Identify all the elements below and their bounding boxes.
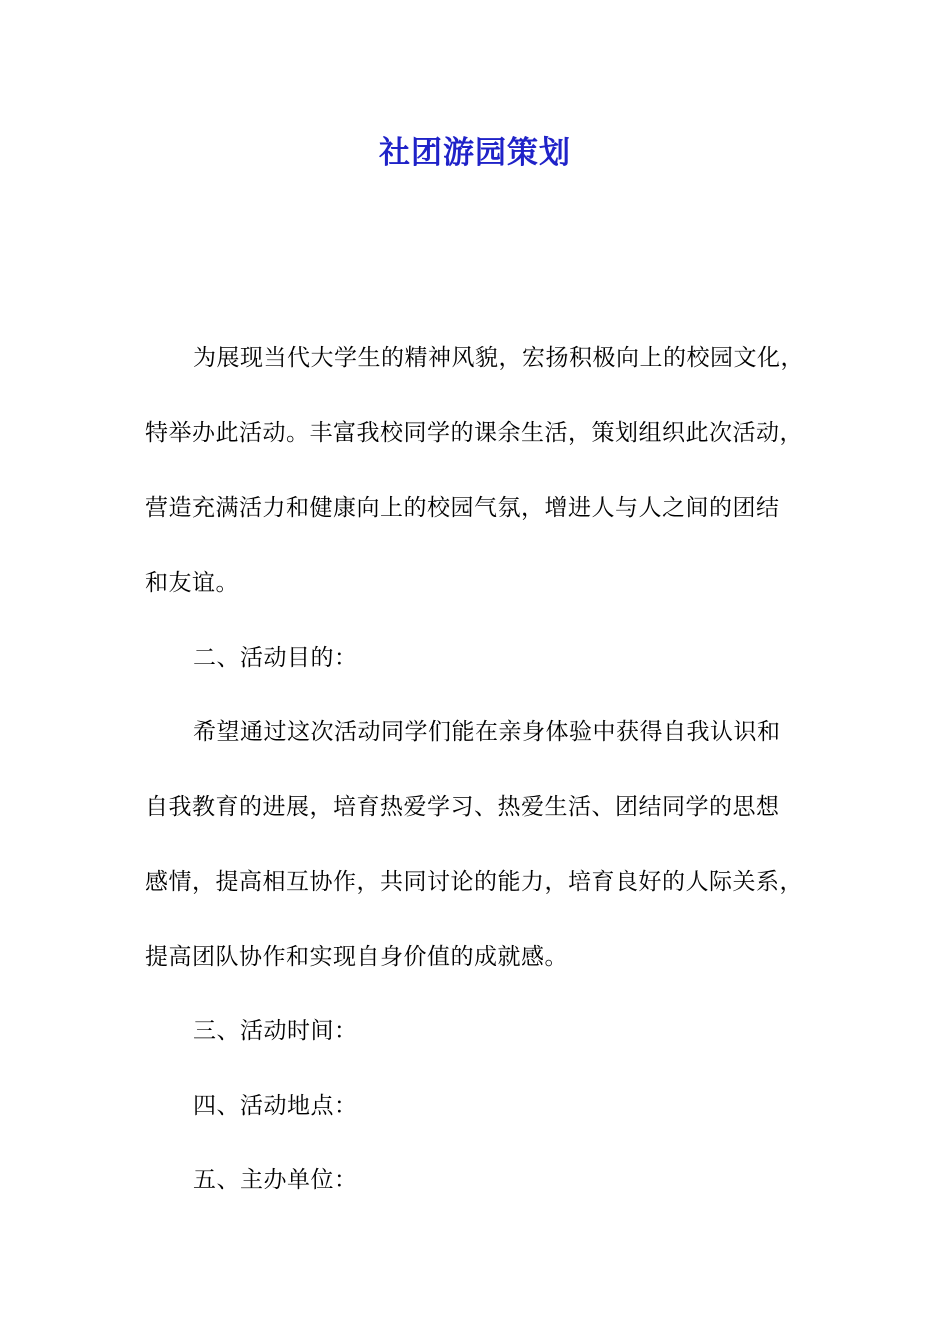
paragraph-2-line-3: 感情，提高相互协作，共同讨论的能力，培育良好的人际关系， — [145, 869, 803, 895]
section-heading-purpose: 二、活动目的： — [193, 645, 358, 671]
paragraph-1-line-3: 营造充满活力和健康向上的校园气氛，增进人与人之间的团结 — [145, 495, 780, 521]
section-heading-location: 四、活动地点： — [193, 1093, 358, 1119]
paragraph-2-line-2: 自我教育的进展，培育热爱学习、热爱生活、团结同学的思想 — [145, 794, 780, 820]
section-heading-time: 三、活动时间： — [193, 1018, 358, 1044]
section-heading-organizer: 五、主办单位： — [193, 1167, 358, 1193]
paragraph-1-line-2: 特举办此活动。丰富我校同学的课余生活，策划组织此次活动， — [145, 420, 803, 446]
paragraph-1-line-4: 和友谊。 — [145, 570, 239, 596]
paragraph-2-line-4: 提高团队协作和实现自身价值的成就感。 — [145, 944, 568, 970]
paragraph-1-line-1: 为展现当代大学生的精神风貌，宏扬积极向上的校园文化， — [193, 345, 804, 371]
document-title: 社团游园策划 — [379, 135, 571, 171]
paragraph-2-line-1: 希望通过这次活动同学们能在亲身体验中获得自我认识和 — [193, 719, 781, 745]
